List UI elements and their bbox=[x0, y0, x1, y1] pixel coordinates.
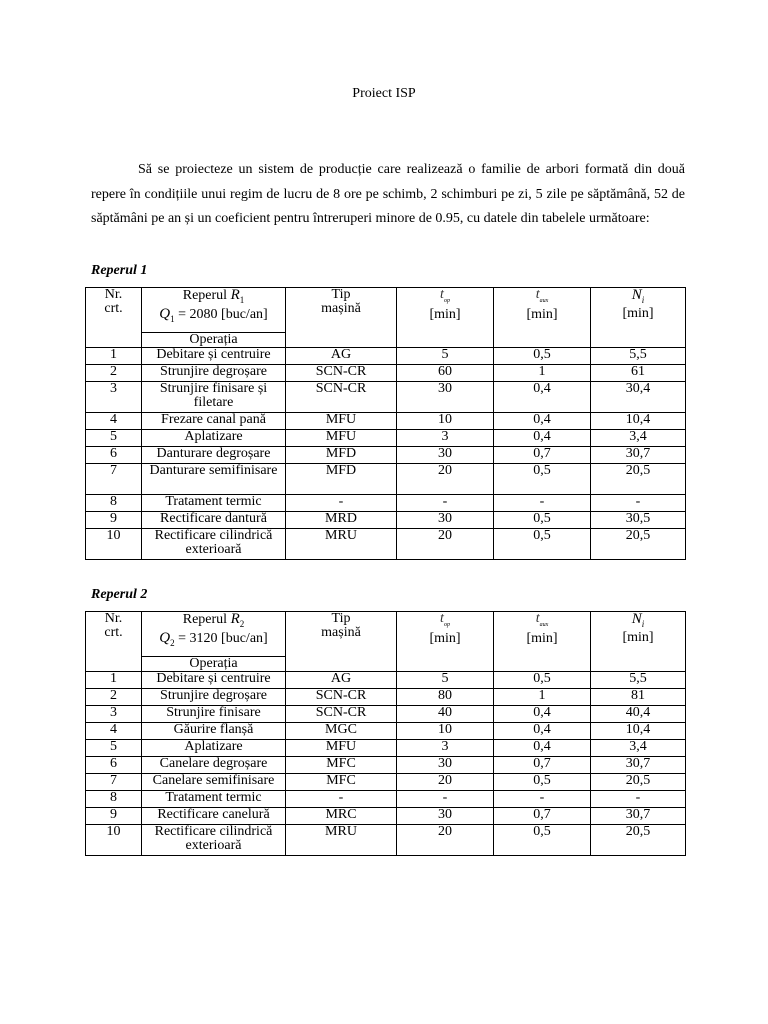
cell-taux: 0,5 bbox=[494, 529, 591, 560]
cell-tip-masina: SCN-CR bbox=[286, 689, 397, 706]
header-r-symbol: R bbox=[230, 611, 240, 627]
header-masina: mașină bbox=[321, 301, 361, 316]
cell-tip-masina: MRU bbox=[286, 529, 397, 560]
cell-taux: 0,4 bbox=[494, 413, 591, 430]
header-q-unit: [buc/an] bbox=[221, 630, 268, 646]
cell-nr: 6 bbox=[86, 757, 142, 774]
cell-operatie: Rectificare cilindrică exterioară bbox=[142, 825, 286, 856]
header-nr-crt bbox=[86, 288, 142, 348]
cell-taux: 0,5 bbox=[494, 512, 591, 529]
cell-ni: 20,5 bbox=[591, 529, 686, 560]
cell-ni: 5,5 bbox=[591, 348, 686, 365]
cell-top: 3 bbox=[397, 430, 494, 447]
header-ni bbox=[591, 612, 686, 672]
cell-tip-masina: MRU bbox=[286, 825, 397, 856]
header-q-value: = 2080 bbox=[178, 306, 218, 322]
header-operatia: Operația bbox=[142, 657, 286, 672]
table-row bbox=[86, 348, 686, 365]
cell-nr: 9 bbox=[86, 808, 142, 825]
header-top-unit: [min] bbox=[429, 630, 461, 646]
cell-taux: - bbox=[494, 495, 591, 512]
header-top-symbol: t bbox=[440, 287, 444, 302]
header-n-unit: [min] bbox=[622, 629, 654, 645]
header-top-sub: op bbox=[443, 297, 450, 304]
cell-operatie: Danturare degroșare bbox=[142, 447, 286, 464]
cell-nr: 10 bbox=[86, 529, 142, 560]
cell-ni: 3,4 bbox=[591, 740, 686, 757]
cell-ni: 81 bbox=[591, 689, 686, 706]
cell-tip-masina: MFD bbox=[286, 447, 397, 464]
cell-top: - bbox=[397, 495, 494, 512]
header-q-unit: [buc/an] bbox=[221, 306, 268, 322]
header-top bbox=[397, 612, 494, 672]
cell-operatie: Tratament termic bbox=[142, 495, 286, 512]
cell-ni: 20,5 bbox=[591, 464, 686, 495]
table-header-row bbox=[86, 612, 686, 657]
cell-taux: 0,7 bbox=[494, 757, 591, 774]
cell-tip-masina: MRC bbox=[286, 808, 397, 825]
header-tip-masina bbox=[286, 288, 397, 348]
header-r-sub: 1 bbox=[239, 294, 245, 305]
cell-top: 10 bbox=[397, 723, 494, 740]
table-row bbox=[86, 365, 686, 382]
header-reper bbox=[142, 288, 286, 333]
cell-operatie: Canelare semifinisare bbox=[142, 774, 286, 791]
cell-nr: 5 bbox=[86, 430, 142, 447]
cell-taux: 0,7 bbox=[494, 447, 591, 464]
header-crt: crt. bbox=[104, 625, 123, 640]
cell-ni: 5,5 bbox=[591, 672, 686, 689]
cell-nr: 9 bbox=[86, 512, 142, 529]
cell-nr: 6 bbox=[86, 447, 142, 464]
table-row bbox=[86, 791, 686, 808]
table-row bbox=[86, 706, 686, 723]
header-n-sub: i bbox=[641, 294, 645, 305]
cell-tip-masina: MFC bbox=[286, 774, 397, 791]
table-row bbox=[86, 512, 686, 529]
table-header-row bbox=[86, 288, 686, 333]
header-q-sub: 2 bbox=[170, 637, 175, 648]
header-reper-word: Reperul bbox=[182, 612, 228, 627]
cell-taux: 0,4 bbox=[494, 723, 591, 740]
cell-tip-masina: AG bbox=[286, 348, 397, 365]
cell-top: 5 bbox=[397, 348, 494, 365]
cell-ni: 40,4 bbox=[591, 706, 686, 723]
cell-tip-masina: MFC bbox=[286, 757, 397, 774]
cell-ni: 3,4 bbox=[591, 430, 686, 447]
header-ni bbox=[591, 288, 686, 348]
cell-top: 20 bbox=[397, 774, 494, 791]
cell-operatie: Aplatizare bbox=[142, 740, 286, 757]
table-row bbox=[86, 529, 686, 560]
table-row bbox=[86, 413, 686, 430]
table-row bbox=[86, 825, 686, 856]
header-reper bbox=[142, 612, 286, 657]
table-row bbox=[86, 774, 686, 791]
cell-ni: - bbox=[591, 791, 686, 808]
cell-operatie: Strunjire finisare bbox=[142, 706, 286, 723]
cell-operatie: Strunjire finisare și filetare bbox=[142, 382, 286, 413]
header-taux-symbol: t bbox=[535, 611, 540, 626]
cell-taux: 1 bbox=[494, 689, 591, 706]
header-top bbox=[397, 288, 494, 348]
page-title: Proiect ISP bbox=[352, 86, 416, 101]
cell-top: 20 bbox=[397, 529, 494, 560]
header-masina: mașină bbox=[321, 625, 361, 640]
cell-nr: 4 bbox=[86, 723, 142, 740]
header-nr: Nr. bbox=[104, 287, 123, 302]
cell-nr: 7 bbox=[86, 464, 142, 495]
cell-ni: 10,4 bbox=[591, 413, 686, 430]
header-operatia: Operația bbox=[142, 333, 286, 348]
cell-nr: 1 bbox=[86, 672, 142, 689]
reper-2-heading: Reperul 2 bbox=[91, 587, 148, 602]
cell-taux: 0,4 bbox=[494, 430, 591, 447]
header-taux-sub: aux bbox=[539, 297, 549, 304]
table-row bbox=[86, 689, 686, 706]
cell-operatie: Debitare și centruire bbox=[142, 348, 286, 365]
header-tip: Tip bbox=[331, 287, 351, 302]
cell-top: 5 bbox=[397, 672, 494, 689]
cell-tip-masina: MFD bbox=[286, 464, 397, 495]
cell-tip-masina: - bbox=[286, 791, 397, 808]
cell-nr: 8 bbox=[86, 791, 142, 808]
table-row bbox=[86, 740, 686, 757]
header-n-symbol: N bbox=[631, 611, 642, 627]
cell-top: 30 bbox=[397, 447, 494, 464]
header-taux bbox=[494, 288, 591, 348]
cell-taux: 0,5 bbox=[494, 825, 591, 856]
reper-1-table bbox=[85, 287, 686, 560]
cell-ni: 61 bbox=[591, 365, 686, 382]
cell-tip-masina: MGC bbox=[286, 723, 397, 740]
cell-taux: 0,5 bbox=[494, 464, 591, 495]
cell-top: 30 bbox=[397, 382, 494, 413]
cell-top: 60 bbox=[397, 365, 494, 382]
table-row bbox=[86, 757, 686, 774]
cell-top: 30 bbox=[397, 512, 494, 529]
cell-tip-masina: AG bbox=[286, 672, 397, 689]
header-n-unit: [min] bbox=[622, 305, 654, 321]
cell-nr: 10 bbox=[86, 825, 142, 856]
intro-paragraph: Să se proiecteze un sistem de producție care realizează o familie de arbori formată din două repere în condițiile unui regim de lucru de 8 ore pe schimb, 2 schimburi pe zi, 5 zile pe săptămână, 52 de săptămâni pe an și un coeficient pentru întreruperi minore de 0.95, cu datele din tabelele următoare: bbox=[91, 162, 685, 226]
cell-top: 80 bbox=[397, 689, 494, 706]
reper-1-heading: Reperul 1 bbox=[91, 263, 148, 278]
header-q-sub: 1 bbox=[170, 313, 175, 324]
cell-tip-masina: - bbox=[286, 495, 397, 512]
header-taux-symbol: t bbox=[535, 287, 540, 302]
header-nr: Nr. bbox=[104, 611, 123, 626]
cell-operatie: Frezare canal pană bbox=[142, 413, 286, 430]
cell-nr: 2 bbox=[86, 365, 142, 382]
cell-nr: 4 bbox=[86, 413, 142, 430]
cell-nr: 1 bbox=[86, 348, 142, 365]
cell-top: 20 bbox=[397, 825, 494, 856]
header-taux-unit: [min] bbox=[526, 630, 558, 646]
header-top-symbol: t bbox=[440, 611, 444, 626]
header-top-sub: op bbox=[443, 621, 450, 628]
table-row bbox=[86, 430, 686, 447]
cell-ni: 10,4 bbox=[591, 723, 686, 740]
cell-ni: 30,5 bbox=[591, 512, 686, 529]
header-r-symbol: R bbox=[230, 287, 240, 303]
table-row bbox=[86, 672, 686, 689]
cell-operatie: Tratament termic bbox=[142, 791, 286, 808]
cell-ni: - bbox=[591, 495, 686, 512]
cell-operatie: Rectificare cilindrică exterioară bbox=[142, 529, 286, 560]
cell-ni: 20,5 bbox=[591, 774, 686, 791]
cell-tip-masina: SCN-CR bbox=[286, 365, 397, 382]
cell-taux: 0,4 bbox=[494, 382, 591, 413]
cell-taux: - bbox=[494, 791, 591, 808]
cell-tip-masina: MRD bbox=[286, 512, 397, 529]
cell-taux: 0,4 bbox=[494, 706, 591, 723]
cell-tip-masina: SCN-CR bbox=[286, 382, 397, 413]
cell-top: 10 bbox=[397, 413, 494, 430]
cell-operatie: Găurire flanșă bbox=[142, 723, 286, 740]
header-taux bbox=[494, 612, 591, 672]
cell-operatie: Canelare degroșare bbox=[142, 757, 286, 774]
cell-top: 40 bbox=[397, 706, 494, 723]
cell-nr: 3 bbox=[86, 382, 142, 413]
cell-ni: 30,7 bbox=[591, 447, 686, 464]
header-n-sub: i bbox=[641, 618, 645, 629]
cell-operatie: Rectificare dantură bbox=[142, 512, 286, 529]
cell-ni: 30,4 bbox=[591, 382, 686, 413]
header-q-value: = 3120 bbox=[178, 630, 218, 646]
header-n-symbol: N bbox=[631, 287, 642, 303]
reper-2-table bbox=[85, 611, 686, 856]
cell-nr: 5 bbox=[86, 740, 142, 757]
cell-operatie: Aplatizare bbox=[142, 430, 286, 447]
table-row bbox=[86, 495, 686, 512]
cell-operatie: Danturare semifinisare bbox=[142, 464, 286, 495]
cell-nr: 3 bbox=[86, 706, 142, 723]
cell-operatie: Debitare și centruire bbox=[142, 672, 286, 689]
cell-operatie: Strunjire degroșare bbox=[142, 365, 286, 382]
cell-nr: 2 bbox=[86, 689, 142, 706]
table-row bbox=[86, 447, 686, 464]
header-q-symbol: Q bbox=[159, 629, 171, 646]
cell-operatie: Strunjire degroșare bbox=[142, 689, 286, 706]
cell-taux: 1 bbox=[494, 365, 591, 382]
header-nr-crt bbox=[86, 612, 142, 672]
cell-tip-masina: MFU bbox=[286, 413, 397, 430]
cell-taux: 0,5 bbox=[494, 774, 591, 791]
cell-ni: 30,7 bbox=[591, 757, 686, 774]
cell-operatie: Rectificare canelură bbox=[142, 808, 286, 825]
cell-taux: 0,5 bbox=[494, 672, 591, 689]
header-q-symbol: Q bbox=[159, 305, 171, 322]
cell-taux: 0,5 bbox=[494, 348, 591, 365]
cell-top: 30 bbox=[397, 808, 494, 825]
cell-tip-masina: MFU bbox=[286, 430, 397, 447]
header-tip-masina bbox=[286, 612, 397, 672]
header-r-sub: 2 bbox=[239, 618, 245, 629]
cell-taux: 0,7 bbox=[494, 808, 591, 825]
table-row bbox=[86, 723, 686, 740]
cell-nr: 7 bbox=[86, 774, 142, 791]
cell-nr: 8 bbox=[86, 495, 142, 512]
cell-tip-masina: MFU bbox=[286, 740, 397, 757]
header-crt: crt. bbox=[104, 301, 123, 316]
table-row bbox=[86, 808, 686, 825]
table-row bbox=[86, 464, 686, 495]
cell-top: 30 bbox=[397, 757, 494, 774]
cell-top: - bbox=[397, 791, 494, 808]
cell-top: 20 bbox=[397, 464, 494, 495]
header-top-unit: [min] bbox=[429, 306, 461, 322]
cell-ni: 30,7 bbox=[591, 808, 686, 825]
cell-ni: 20,5 bbox=[591, 825, 686, 856]
header-tip: Tip bbox=[331, 611, 351, 626]
cell-top: 3 bbox=[397, 740, 494, 757]
cell-tip-masina: SCN-CR bbox=[286, 706, 397, 723]
header-reper-word: Reperul bbox=[182, 288, 228, 303]
cell-taux: 0,4 bbox=[494, 740, 591, 757]
header-taux-sub: aux bbox=[539, 621, 549, 628]
table-row bbox=[86, 382, 686, 413]
header-taux-unit: [min] bbox=[526, 306, 558, 322]
